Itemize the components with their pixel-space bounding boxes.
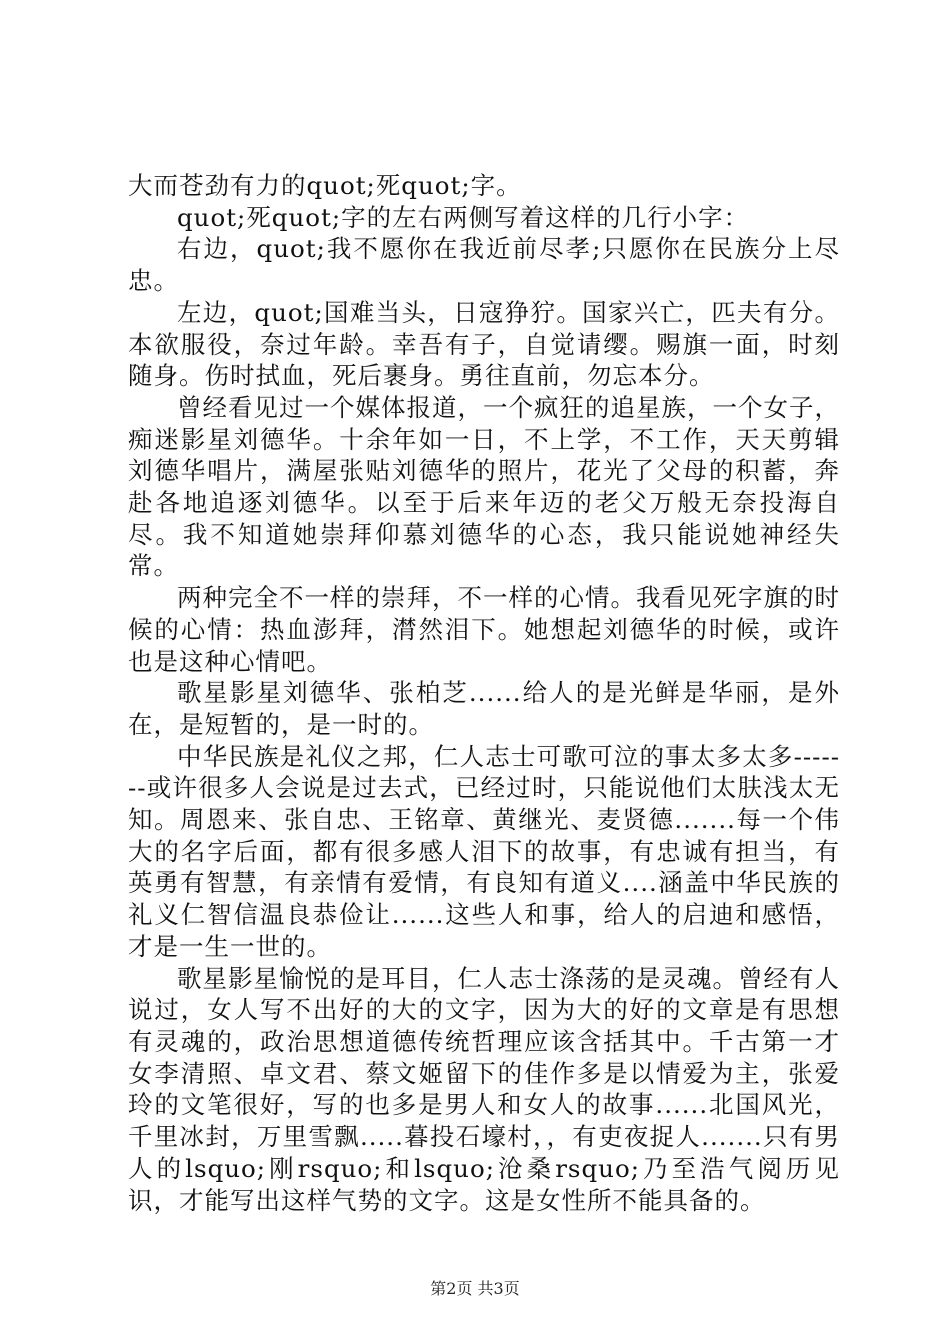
paragraph-6: 两种完全不一样的崇拜，不一样的心情。我看见死字旗的时候的心情：热血澎拜，潸然泪下。她想起刘德华的时候，或许也是这种心情吧。 [128, 583, 840, 676]
article-body [128, 170, 840, 1216]
paragraph-1: 大而苍劲有力的quot;死quot;字。 [128, 171, 522, 200]
paragraph-7: 歌星影星刘德华、张柏芝......给人的是光鲜是华丽，是外在，是短暂的，是一时的。 [128, 678, 840, 739]
paragraph-2: quot;死quot;字的左右两侧写着这样的几行小字： [177, 202, 750, 232]
paragraph-9: 歌星影星愉悦的是耳目，仁人志士涤荡的是灵魂。曾经有人说过，女人写不出好的大的文字，因为大的好的文章是有思想有灵魂的，政治思想道德传统哲理应该含括其中。千古第一才女李清照、卓文君、蔡文姬留下的佳作多是以情爱为主，张爱玲的文笔很好，写的也多是男人和女人的故事......北国风光，千里冰封，万里雪飘.....暮投石壕村，，有吏夜捉人.......只有男人的lsquo;刚rsquo;和lsquo;沧桑rsquo;乃至浩气阅历见识，才能写出这样气势的文字。这是女性所不能具备的。 [128, 963, 840, 1215]
paragraph-3: 右边，quot;我不愿你在我近前尽孝;只愿你在民族分上尽忠。 [128, 234, 840, 296]
paragraph-4: 左边，quot;国难当头，日寇狰狞。国家兴亡，匹夫有分。本欲服役，奈过年龄。幸吾有子，自觉请缨。赐旗一面，时刻随身。伤时拭血，死后裹身。勇往直前，勿忘本分。 [128, 297, 840, 391]
paragraph-8: 中华民族是礼仪之邦，仁人志士可歌可泣的事太多太多-------或许很多人会说是过去式，已经过时，只能说他们太肤浅太无知。周恩来、张自忠、王铭章、黄继光、麦贤德.......每一个伟大的名字后面，都有很多感人泪下的故事，有忠诚有担当，有英勇有智慧，有亲情有爱情，有良知有道义....涵盖中华民族的礼义仁智信温良恭俭让......这些人和事，给人的启迪和感悟，才是一生一世的。 [128, 741, 840, 961]
paragraph-5: 曾经看见过一个媒体报道，一个疯狂的追星族，一个女子，痴迷影星刘德华。十余年如一日，不上学，不工作，天天剪辑刘德华唱片，满屋张贴刘德华的照片，花光了父母的积蓄，奔赴各地追逐刘德华。以至于后来年迈的老父万般无奈投海自尽。我不知道她崇拜仰慕刘德华的心态，我只能说她神经失常。 [128, 392, 840, 581]
page-number-footer: 第2页 共3页 [430, 1279, 520, 1298]
